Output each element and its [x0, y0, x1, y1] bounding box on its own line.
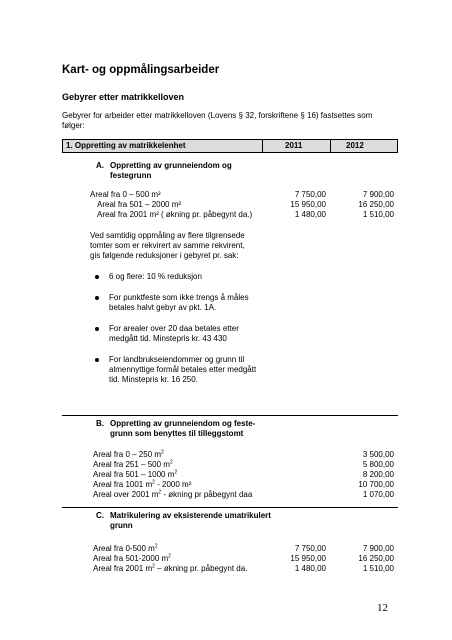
section-b-row-2012: 1 070,00	[362, 490, 394, 499]
col-2012-divider	[330, 139, 331, 153]
section-a-note-3: gis følgende reduksjoner i gebyret pr. sak:	[90, 251, 239, 260]
section-b-row-2012: 3 500,00	[362, 450, 394, 459]
bullet-icon	[95, 275, 99, 279]
section-b-row-2012: 8 200,00	[362, 470, 394, 479]
section-a-row-2012: 1 510,00	[362, 210, 394, 219]
section-a-row-label: Areal fra 501 – 2000 m²	[97, 200, 182, 209]
section-a-title-2: festegrunn	[110, 171, 152, 180]
section-b-letter: B.	[96, 419, 104, 428]
bullet-icon	[95, 296, 99, 300]
section-b-rule	[62, 415, 398, 416]
page-number: 12	[377, 602, 388, 614]
bullet-text: tid. Minstepris kr. 16 250.	[109, 375, 198, 384]
page-heading: Kart- og oppmålingsarbeider	[62, 64, 220, 76]
bullet-text: betales halvt gebyr av pkt. 1A.	[109, 303, 217, 312]
section-b-row-label: Areal fra 251 – 500 $m^2$	[93, 459, 173, 469]
section-a-title-1: Oppretting av grunneiendom og	[110, 161, 232, 170]
section-c-row-2011: 7 750,00	[294, 544, 326, 553]
bullet-icon	[95, 358, 99, 362]
section-c-row-2012: 7 900,00	[362, 544, 394, 553]
section-a-row-2012: 7 900,00	[362, 190, 394, 199]
section-c-letter: C.	[96, 511, 104, 520]
section-a-note-1: Ved samtidig oppmåling av flere tilgrensede	[90, 231, 245, 240]
section-a-letter: A.	[96, 161, 104, 170]
section-b-row-2012: 10 700,00	[358, 480, 394, 489]
bullet-text: almennyttige formål betales etter medgått	[109, 365, 257, 374]
section-a-row-2011: 7 750,00	[294, 190, 326, 199]
bullet-icon	[95, 327, 99, 331]
intro-line-1: Gebyrer for arbeider etter matrikkelloven (Lovens § 32, forskriftene § 16) fastsettes som	[62, 111, 373, 120]
col-header-2012: 2012	[346, 141, 364, 150]
section-b-row-label: Areal over 2001 $m^2$ - økning pr påbegynt daa	[93, 489, 253, 499]
section-c-row-2011: 1 480,00	[294, 564, 326, 573]
section-c-row-2011: 15 950,00	[290, 554, 326, 563]
table-header-title: 1. Oppretting av matrikkelenhet	[66, 141, 186, 150]
subheading: Gebyrer etter matrikkelloven	[62, 92, 185, 102]
section-b-row-label: Areal fra 1001 $m^2 - 2000$ m²	[93, 479, 192, 489]
table-right-border	[397, 139, 398, 153]
table-left-border	[62, 139, 63, 153]
section-a-row-label: Areal fra 2001 m² ( økning pr. påbegynt da.)	[97, 210, 253, 219]
section-b-row-label: Areal fra 501 – 1000 $m^2$	[93, 469, 178, 479]
section-a-row-label: Areal fra 0 – 500 m²	[90, 190, 161, 199]
section-b-row-label: Areal fra 0 – 250 $m^2$	[93, 449, 164, 459]
bullet-text: For punktfeste som ikke trengs å måles	[109, 293, 249, 302]
section-a-note-2: tomter som er rekvirert av samme rekvirent,	[90, 241, 245, 250]
section-c-title-2: grunn	[110, 521, 133, 530]
intro-line-2: følger:	[62, 121, 85, 130]
section-c-row-2012: 16 250,00	[358, 554, 394, 563]
bullet-text: medgått tid. Minstepris kr. 43 430	[109, 334, 227, 343]
bullet-text: For arealer over 20 daa betales etter	[109, 324, 239, 333]
section-c-row-label: Areal fra 0-500 $m^2$	[93, 543, 158, 553]
col-2011-divider	[262, 139, 263, 153]
section-b-title-1: Oppretting av grunneiendom og feste-	[110, 419, 256, 428]
section-b-title-2: grunn som benyttes til tilleggstomt	[110, 429, 244, 438]
section-c-rule	[62, 507, 398, 508]
table-top-rule	[62, 139, 398, 140]
table-header-rule	[62, 152, 398, 153]
section-a-row-2011: 15 950,00	[290, 200, 326, 209]
section-c-row-2012: 1 510,00	[362, 564, 394, 573]
section-c-row-label: Areal fra 2001 $m^2$ – økning pr. påbegynt da.	[93, 563, 248, 573]
section-a-row-2012: 16 250,00	[358, 200, 394, 209]
section-c-row-label: Areal fra 501-2000 $m^2$	[93, 553, 171, 563]
section-a-row-2011: 1 480,00	[294, 210, 326, 219]
section-c-title-1: Matrikulering av eksisterende umatrikulert	[110, 511, 271, 520]
bullet-text: For landbrukseiendommer og grunn til	[109, 355, 245, 364]
bullet-text: 6 og flere: 10 % reduksjon	[109, 272, 202, 281]
col-header-2011: 2011	[285, 141, 303, 150]
section-b-row-2012: 5 800,00	[362, 460, 394, 469]
